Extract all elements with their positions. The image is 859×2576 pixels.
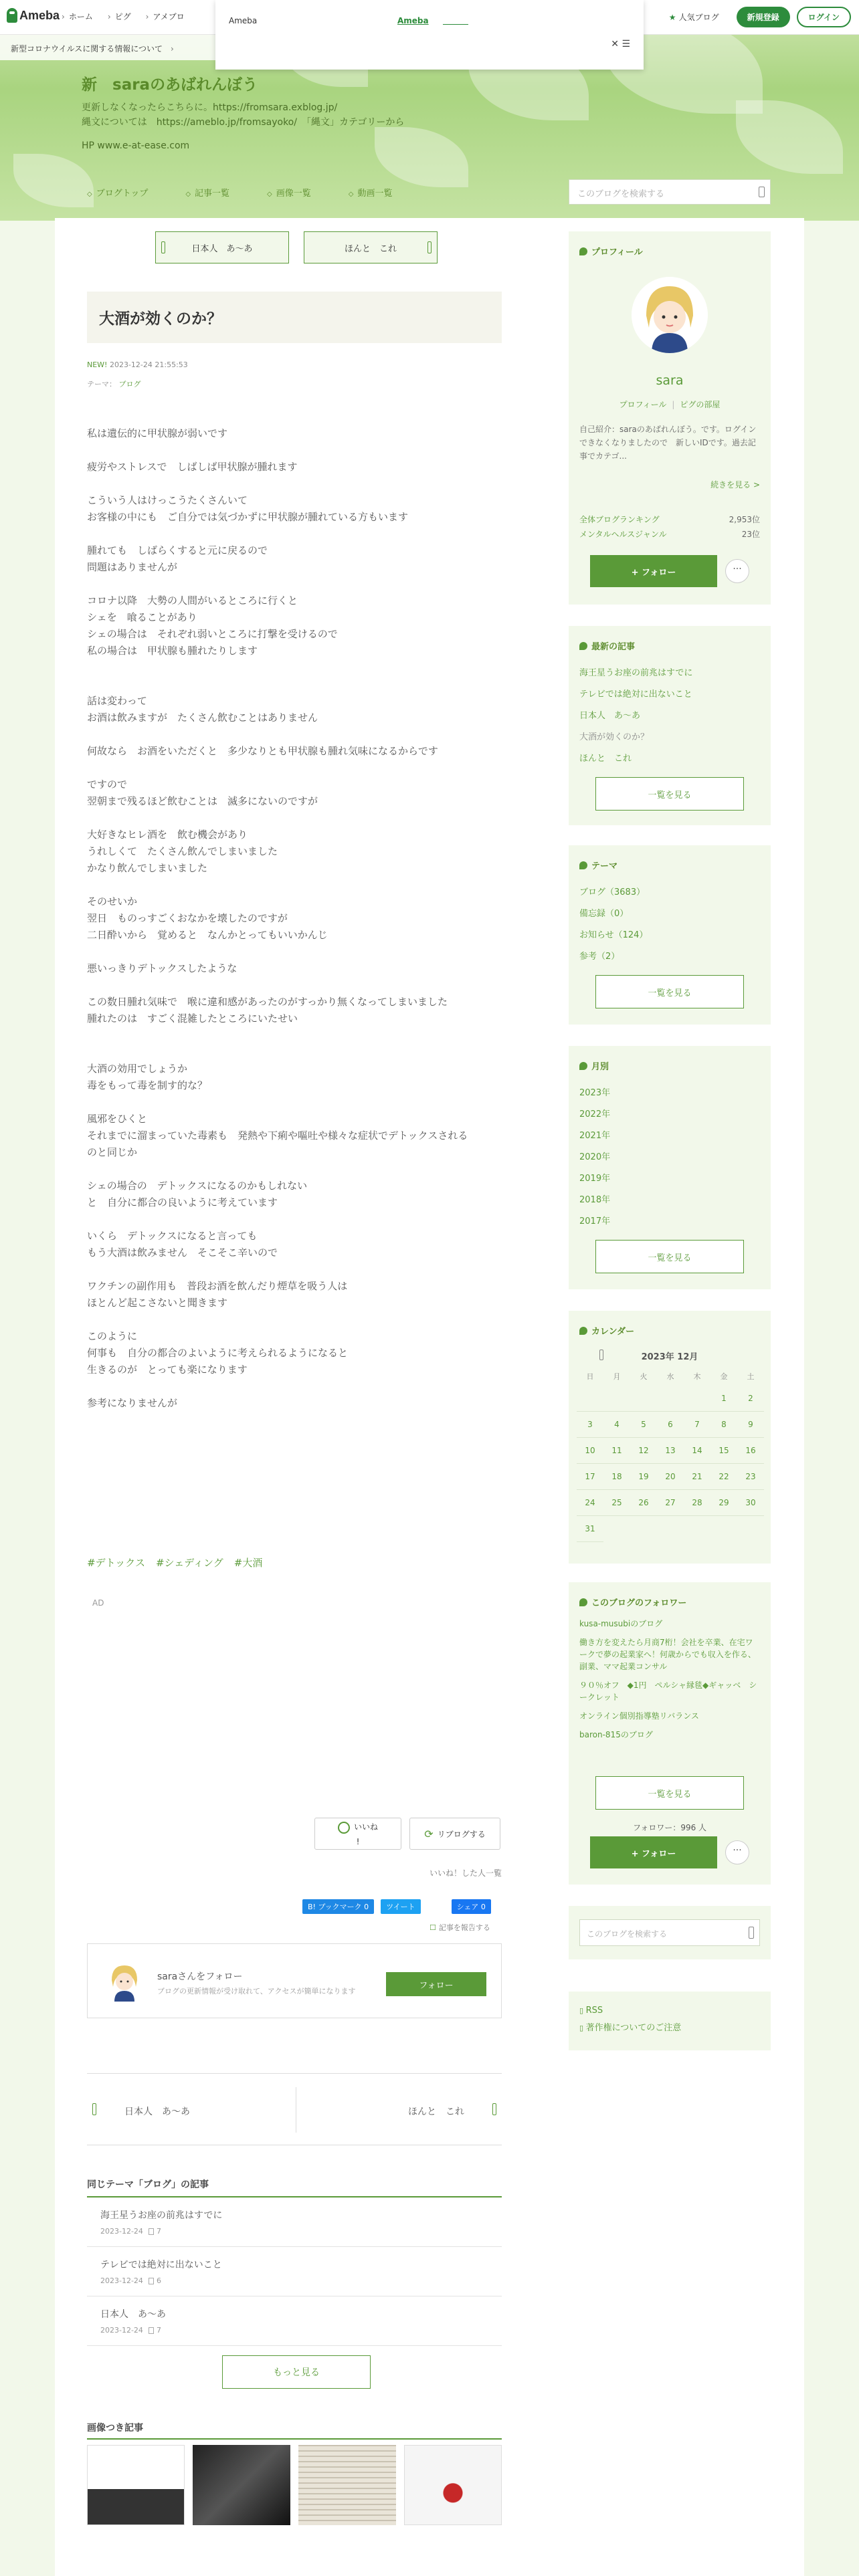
profile-name[interactable]: sara <box>656 373 684 388</box>
calendar-day[interactable]: 20 <box>657 1464 684 1490</box>
list-item[interactable]: 働き方を変えたら月商7桁！会社を卒業、在宅ワークで夢の起業家へ！何歳からでも収入を作る、副業、ママ起業コンサル <box>579 1638 756 1671</box>
avatar <box>104 1960 145 2002</box>
blog-description-line: 縄文については https://ameblo.jp/fromsayoko/ 「縄文」カテゴリーから <box>82 117 405 128</box>
image-post-thumbnail[interactable] <box>87 2445 185 2525</box>
article-meta <box>87 360 502 369</box>
followers-heading: このブログのフォロワー <box>569 1582 771 1608</box>
article-paragraph <box>87 676 502 693</box>
next-article-button[interactable]: ほんと これ <box>304 231 438 263</box>
list-item[interactable]: ９０％オフ ◆1円 ペルシャ縁毯◆ギャッベ シークレット <box>579 1681 757 1702</box>
list-item[interactable]: ほんと これ <box>579 754 632 764</box>
article-paragraph: お客様の中にも ご自分では気づかずに甲状腺が腫れている方もいます <box>87 511 409 523</box>
image-post-thumbnail[interactable] <box>404 2445 502 2525</box>
list-item[interactable]: 2021年 <box>579 1131 611 1141</box>
calendar-grid <box>577 1368 764 1542</box>
sidebar-footer-links <box>569 1992 771 2050</box>
article-paragraph: 大好きなヒレ酒を 飲む機会があり <box>87 829 248 841</box>
calendar-weekday: 火 <box>640 1372 648 1381</box>
hashtag-link[interactable]: #大酒 <box>233 1557 263 1569</box>
article-paragraph <box>87 760 502 776</box>
register-button[interactable]: 新規登録 <box>737 7 790 27</box>
search-icon[interactable] <box>759 187 765 197</box>
article-paragraph <box>87 810 502 827</box>
image-post-thumbnail[interactable] <box>298 2445 396 2525</box>
article-paragraph: こういう人はけっこうたくさんいて <box>87 494 248 506</box>
list-item[interactable]: 2023年 <box>579 1088 611 1098</box>
calendar-day[interactable]: 26 <box>630 1490 657 1516</box>
calendar-day[interactable]: 13 <box>657 1438 684 1464</box>
list-item[interactable]: 2018年 <box>579 1195 611 1205</box>
article-paragraph <box>87 977 502 994</box>
profile-heading: プロフィール <box>569 231 771 257</box>
themes-list <box>569 871 771 968</box>
article-paragraph: 翌日 ものっすごくおなかを壊したのですが <box>87 912 288 924</box>
themes-heading: テーマ <box>569 845 771 871</box>
article-paragraph: 腫れても しばらくすると元に戻るので <box>87 544 268 556</box>
list-item[interactable]: テレビでは絶対に出ないこと <box>579 689 692 700</box>
more-options-icon[interactable]: ··· <box>725 1840 749 1864</box>
ranking-genre[interactable]: メンタルヘルスジャンル 23位 <box>579 530 760 539</box>
calendar-weekday: 水 <box>666 1372 674 1381</box>
article-paragraph: それまでに溜まっていた毒素も 発熱や下痢や嘔吐や様々な症状でデトックスされる <box>87 1130 468 1142</box>
article-paragraph: そのせいか <box>87 895 138 907</box>
article-title[interactable]: 大酒が効くのか？ <box>87 292 502 343</box>
hashtag-link[interactable]: #シェディング <box>155 1557 223 1569</box>
chevron-left-icon[interactable] <box>92 2103 96 2115</box>
chevron-left-icon <box>161 241 165 253</box>
article-paragraph: 毒をもって毒を制す的な？ <box>87 1079 208 1091</box>
top-nav-ameblo[interactable]: › アメブロ <box>146 11 185 22</box>
article-paragraph <box>87 1094 502 1111</box>
article-paragraph: 私は遺伝的に甲状腺が弱いです <box>87 427 228 439</box>
copyright-notice-link[interactable]: ▯ 著作権についてのご注意 <box>579 2020 760 2037</box>
list-item[interactable]: 備忘録（0） <box>579 909 629 919</box>
calendar-month: 2023年 12月 <box>579 1350 760 1362</box>
next-article-link[interactable]: ほんと これ <box>408 2107 464 2117</box>
search-icon[interactable] <box>749 1927 754 1939</box>
article-paragraph: 悪いっきりデトックスしたような <box>87 962 237 974</box>
popup-ameba-link[interactable]: Ameba <box>397 16 429 25</box>
article-paragraph <box>87 442 502 459</box>
like-button[interactable]: いいね ! <box>314 1818 401 1850</box>
reblog-icon: ⟳ <box>424 1827 434 1840</box>
follow-button[interactable]: フォロー <box>386 1972 486 1996</box>
sidebar-follow-button[interactable]: + フォロー <box>590 1836 717 1868</box>
article <box>87 292 502 1412</box>
related-articles <box>87 2177 502 2346</box>
list-item[interactable]: オンライン個別指導塾リバランス <box>579 1711 699 1721</box>
ameba-logo[interactable]: Ameba <box>7 8 60 23</box>
like-count: ! <box>356 1836 360 1846</box>
like-list-link[interactable]: いいね！した人一覧 <box>430 1868 502 1878</box>
list-item[interactable]: 日本人 あ〜あ 2023-12-24 7 <box>87 2296 502 2346</box>
list-item[interactable]: baron-815のブログ <box>579 1730 653 1739</box>
calendar-weekday: 土 <box>747 1372 755 1381</box>
article-paragraph: ですので <box>87 778 128 790</box>
follow-card <box>87 1943 502 2018</box>
article-paragraph: 生きるのが とっても楽になります <box>87 1364 248 1376</box>
list-item[interactable]: 海王星うお座の前兆はすでに <box>579 668 693 678</box>
blog-nav-articles[interactable]: ◇ 記事一覧 <box>185 186 229 199</box>
article-paragraph <box>87 1261 502 1278</box>
blog-description <box>82 100 404 130</box>
recent-list <box>569 652 771 770</box>
ameba-logo-icon <box>7 8 17 23</box>
article-pager-bottom <box>87 2073 502 2145</box>
calendar-day[interactable]: 29 <box>710 1490 737 1516</box>
blog-nav-top[interactable]: ◇ ブログトップ <box>87 186 148 199</box>
facebook-share-button[interactable]: シェア 0 <box>452 1899 491 1914</box>
covid-notice-link[interactable]: 新型コロナウイルスに関する情報について › <box>0 35 215 60</box>
calendar-weekday: 木 <box>693 1372 701 1381</box>
calendar-day[interactable]: 16 <box>737 1438 764 1464</box>
hatena-bookmark-button[interactable]: B! ブックマーク 0 <box>302 1899 374 1914</box>
calendar-day[interactable]: 30 <box>737 1490 764 1516</box>
list-item[interactable]: 参考（2） <box>579 952 620 962</box>
calendar-day[interactable]: 10 <box>577 1438 603 1464</box>
list-item[interactable]: お知らせ（124） <box>579 930 648 940</box>
popup-close-icon[interactable]: ✕ ☰ <box>611 39 630 49</box>
article-paragraph: 大酒の効用でしょうか <box>87 1063 188 1075</box>
calendar-heading: カレンダー <box>569 1311 771 1337</box>
calendar-weekday: 月 <box>613 1372 621 1381</box>
calendar-day[interactable]: 22 <box>710 1464 737 1490</box>
prev-article-button[interactable]: 日本人 あ〜あ <box>155 231 289 263</box>
article-paragraph: いくら デトックスになると言っても <box>87 1230 258 1242</box>
list-item[interactable]: 2022年 <box>579 1109 611 1119</box>
calendar-day[interactable]: 25 <box>603 1490 630 1516</box>
calendar-day[interactable]: 21 <box>684 1464 710 1490</box>
follow-card-title: saraさんをフォロー <box>157 1971 243 1982</box>
ameba-popup <box>215 0 644 70</box>
article-date: 2023-12-24 21:55:53 <box>109 360 188 369</box>
profile-intro: 自己紹介：saraのあばれんぼう。です。ログインできなくなりましたので 新しいIDです。過去記事でカテゴ... <box>579 425 757 461</box>
article-paragraph: 風邪をひくと <box>87 1113 148 1125</box>
calendar-empty-cell <box>577 1386 603 1412</box>
article-paragraph: かなり飲んでしまいました <box>87 862 208 874</box>
profile-box <box>569 231 771 605</box>
article-body <box>87 425 502 1412</box>
recent-heading: 最新の記事 <box>569 626 771 652</box>
calendar-day[interactable]: 1 <box>710 1386 737 1412</box>
top-right-actions <box>669 7 851 27</box>
comment-icon <box>149 2278 154 2284</box>
article-paragraph <box>87 1161 502 1178</box>
article-paragraph: 話は変わって <box>87 695 147 707</box>
themes-box <box>569 845 771 1025</box>
article-paragraph <box>87 576 502 593</box>
article-paragraph: コロナ以降 大勢の人間がいるところに行くと <box>87 595 298 607</box>
calendar-empty-cell <box>603 1386 630 1412</box>
list-item[interactable]: テレビでは絶対に出ないこと 2023-12-24 6 <box>87 2247 502 2296</box>
calendar-empty-cell <box>630 1386 657 1412</box>
calendar-day[interactable]: 4 <box>603 1412 630 1438</box>
monthly-more-button[interactable]: 一覧を見る <box>595 1240 744 1273</box>
calendar-empty-cell <box>684 1386 710 1412</box>
sidebar-search-box <box>569 1906 771 1959</box>
like-reblog-box <box>314 1818 500 1850</box>
article-paragraph: と 自分に都合の良いように考えています <box>87 1196 278 1208</box>
article-paragraph: この数日腫れ気味で 喉に違和感があったのがすっかり無くなってしまいました <box>87 996 448 1008</box>
article-paragraph <box>87 877 502 893</box>
hashtags <box>87 1555 262 1570</box>
calendar-day[interactable]: 14 <box>684 1438 710 1464</box>
calendar-day[interactable]: 15 <box>710 1438 737 1464</box>
blog-description-line: 更新しなくなったらこちらに。https://fromsara.exblog.jp/ <box>82 102 338 113</box>
ad-label: AD <box>92 1598 104 1608</box>
article-paragraph: このように <box>87 1330 138 1342</box>
blog-title[interactable]: 新 saraのあばれんぼう <box>82 76 258 94</box>
article-paragraph: ワクチンの副作用も 普段お酒を飲んだり煙草を吸う人は <box>87 1280 348 1292</box>
image-post-thumbnail[interactable] <box>193 2445 290 2525</box>
calendar-day[interactable]: 19 <box>630 1464 657 1490</box>
calendar-box <box>569 1311 771 1564</box>
comment-icon <box>149 2327 154 2334</box>
calendar-day[interactable]: 7 <box>684 1412 710 1438</box>
calendar-day[interactable]: 12 <box>630 1438 657 1464</box>
calendar-day[interactable]: 18 <box>603 1464 630 1490</box>
article-paragraph: シェの場合は それぞれ弱いところに打撃を受けるので <box>87 628 338 640</box>
list-item[interactable]: kusa-musubiのブログ <box>579 1619 663 1628</box>
article-theme-link[interactable]: ブログ <box>118 380 141 389</box>
chevron-right-icon <box>427 241 432 253</box>
new-badge: NEW! <box>87 360 108 369</box>
calendar-day[interactable]: 27 <box>657 1490 684 1516</box>
list-item[interactable]: 日本人 あ〜あ <box>579 711 641 721</box>
report-link[interactable]: ☐ 記事を報告する <box>430 1922 490 1933</box>
article-pager-top <box>155 231 438 263</box>
list-item[interactable]: 大酒が効くのか？ <box>579 732 650 742</box>
article-paragraph <box>87 1027 502 1044</box>
article-paragraph <box>87 944 502 960</box>
share-row <box>302 1899 491 1914</box>
article-paragraph: シェを 喰ることがあり <box>87 611 197 623</box>
article-paragraph: 翌朝まで残るほど飲むことは 滅多にないのですが <box>87 795 318 807</box>
article-paragraph: 問題はありませんが <box>87 561 178 573</box>
popular-blogs-link[interactable]: ★ 人気ブログ <box>669 11 719 23</box>
top-nav-home[interactable]: › ホーム <box>62 11 93 22</box>
article-paragraph: 疲労やストレスで しばしば甲状腺が腫れます <box>87 461 298 473</box>
monthly-heading: 月別 <box>569 1046 771 1072</box>
article-paragraph: 私の場合は 甲状腺も腫れたりします <box>87 645 258 657</box>
blog-homepage: HP www.e-at-ease.com <box>82 140 190 151</box>
reblog-button[interactable]: ⟳ リブログする <box>409 1818 500 1850</box>
blog-nav <box>87 186 392 199</box>
article-paragraph <box>87 726 502 743</box>
recent-more-button[interactable]: 一覧を見る <box>595 777 744 811</box>
blog-search-input[interactable]: このブログを検索する <box>569 179 771 205</box>
hashtag-link[interactable]: #デトックス <box>87 1557 145 1569</box>
list-item[interactable]: ブログ（3683） <box>579 887 646 897</box>
blog-nav-images[interactable]: ◇ 画像一覧 <box>267 186 311 199</box>
calendar-weekday: 日 <box>586 1372 594 1381</box>
article-paragraph: シェの場合の デトックスになるのかもしれない <box>87 1180 308 1192</box>
calendar-weekday: 金 <box>720 1372 728 1381</box>
article-paragraph: もう大酒は飲みません そこそこ辛いので <box>87 1247 278 1259</box>
article-paragraph <box>87 475 502 492</box>
login-button[interactable]: ログイン <box>797 7 851 27</box>
follow-card-subtitle: ブログの更新情報が受け取れて、アクセスが簡単になります <box>157 1987 356 1996</box>
followers-box <box>569 1582 771 1885</box>
list-item[interactable]: 海王星うお座の前兆はすでに 2023-12-24 7 <box>87 2197 502 2247</box>
calendar-day[interactable]: 9 <box>737 1412 764 1438</box>
recent-articles-box <box>569 626 771 825</box>
calendar-day[interactable]: 17 <box>577 1464 603 1490</box>
calendar-day[interactable]: 2 <box>737 1386 764 1412</box>
image-posts-heading: 画像つき記事 <box>87 2421 502 2440</box>
article-paragraph <box>87 659 502 676</box>
profile-link[interactable]: プロフィール <box>619 400 667 409</box>
article-paragraph <box>87 1311 502 1328</box>
article-paragraph: 二日酔いから 覚めると なんかとってもいいかんじ <box>87 929 328 941</box>
article-paragraph: 何故なら お酒をいただくと 多少なりとも甲状腺も腫れ気味になるからです <box>87 745 438 757</box>
calendar-empty-cell <box>657 1386 684 1412</box>
article-paragraph: のと同じか <box>87 1146 138 1158</box>
article-paragraph: ほとんど起こさないと聞きます <box>87 1297 228 1309</box>
article-paragraph <box>87 1211 502 1228</box>
calendar-day[interactable]: 5 <box>630 1412 657 1438</box>
sidebar-search-input[interactable]: このブログを検索する <box>579 1919 760 1946</box>
profile-links: プロフィール | ピグの部屋 <box>619 400 721 409</box>
article-paragraph: うれしくて たくさん飲んでしまいました <box>87 845 278 857</box>
profile-more-link[interactable]: 続きを見る > <box>710 480 760 490</box>
calendar-day[interactable]: 11 <box>603 1438 630 1464</box>
calendar-day[interactable]: 23 <box>737 1464 764 1490</box>
article-paragraph: 参考になりませんが <box>87 1397 178 1409</box>
list-item[interactable]: 2019年 <box>579 1174 611 1184</box>
follower-count: フォロワー：996 人 <box>632 1823 707 1832</box>
calendar-day[interactable]: 8 <box>710 1412 737 1438</box>
article-paragraph <box>87 1378 502 1395</box>
comment-icon <box>149 2228 154 2235</box>
tweet-button[interactable]: ツイート <box>381 1899 420 1914</box>
rss-link[interactable]: ▯ RSS <box>579 2002 760 2020</box>
popup-title: Ameba <box>229 16 258 25</box>
profile-follow-button[interactable]: + フォロー <box>590 555 717 587</box>
article-paragraph <box>87 1044 502 1061</box>
followers-list <box>569 1608 771 1741</box>
calendar-day[interactable]: 28 <box>684 1490 710 1516</box>
ranking-overall[interactable]: 全体ブログランキング 2,953位 <box>579 515 760 524</box>
monthly-box <box>569 1046 771 1289</box>
calendar-day[interactable]: 31 <box>577 1516 603 1542</box>
followers-more-button[interactable]: 一覧を見る <box>595 1776 744 1810</box>
more-button[interactable]: もっと見る <box>222 2355 371 2389</box>
related-heading: 同じテーマ「ブログ」の記事 <box>87 2177 502 2197</box>
list-item[interactable]: 2020年 <box>579 1152 611 1162</box>
calendar-day[interactable]: 3 <box>577 1412 603 1438</box>
image-post-thumbnails <box>87 2445 502 2525</box>
chevron-right-icon[interactable] <box>492 2103 496 2115</box>
article-theme: テーマ： ブログ <box>87 380 141 389</box>
article-paragraph <box>87 526 502 542</box>
prev-article-link[interactable]: 日本人 あ〜あ <box>124 2107 190 2117</box>
monthly-list <box>569 1072 771 1232</box>
more-options-icon[interactable]: ··· <box>725 559 749 583</box>
calendar-day[interactable]: 24 <box>577 1490 603 1516</box>
calendar-day[interactable]: 6 <box>657 1412 684 1438</box>
themes-more-button[interactable]: 一覧を見る <box>595 975 744 1008</box>
chevron-left-icon[interactable] <box>599 1350 603 1360</box>
top-nav-pigg[interactable]: › ピグ <box>108 11 131 22</box>
article-paragraph: お酒は飲みますが たくさん飲むことはありません <box>87 712 318 724</box>
profile-avatar[interactable] <box>632 277 708 353</box>
image-posts <box>87 2421 502 2525</box>
pigg-room-link[interactable]: ピグの部屋 <box>680 400 721 409</box>
blog-nav-videos[interactable]: ◇ 動画一覧 <box>349 186 393 199</box>
article-paragraph: 腫れたのは すごく混雑したところにいたせい <box>87 1012 298 1025</box>
smile-icon <box>338 1822 350 1834</box>
top-nav <box>62 11 185 22</box>
list-item[interactable]: 2017年 <box>579 1216 611 1226</box>
article-paragraph: 何事も 自分の都合のよいように考えられるようになると <box>87 1347 349 1359</box>
popup-underline <box>443 24 468 25</box>
